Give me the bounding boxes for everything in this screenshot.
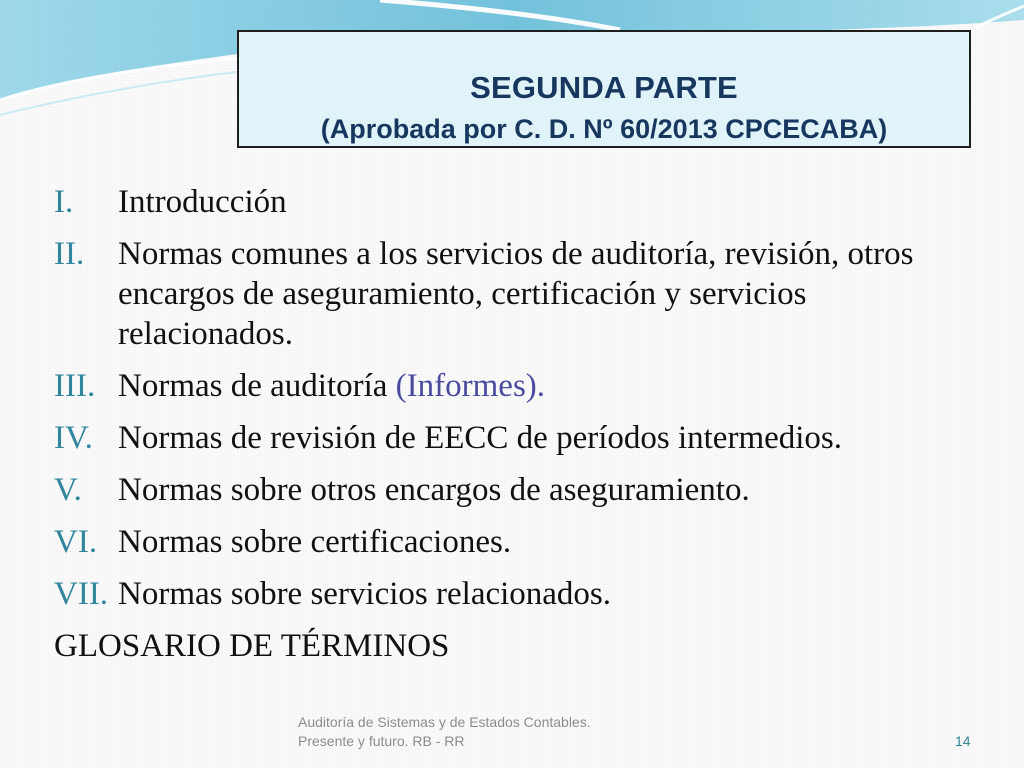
footer-line-2: Presente y futuro. RB - RR — [298, 733, 465, 749]
slide-footer — [298, 713, 678, 751]
list-numeral: II. — [54, 236, 85, 272]
list-numeral: VI. — [54, 524, 98, 560]
list-item-text: Introducción — [118, 184, 287, 220]
list-item — [54, 366, 984, 406]
list-numeral: III. — [54, 368, 96, 404]
slide-subtitle: (Aprobada por C. D. Nº 60/2013 CPCECABA) — [320, 114, 888, 144]
slide-title-box — [237, 30, 971, 148]
page-number: 14 — [955, 733, 971, 749]
list-item — [54, 182, 984, 222]
glossary-heading: GLOSARIO DE TÉRMINOS — [54, 628, 450, 664]
list-item-text: Normas sobre servicios relacionados. — [118, 576, 612, 612]
list-item-text: Normas de revisión de EECC de períodos intermedios. — [118, 420, 843, 456]
list-item — [54, 418, 984, 458]
footer-line-1: Auditoría de Sistemas y de Estados Contables. — [298, 714, 591, 730]
list-item-accent: (Informes). — [395, 368, 546, 404]
list-item-text: Normas de auditoría — [118, 368, 396, 404]
list-item-text: Normas sobre otros encargos de aseguramiento. — [118, 472, 750, 508]
list-numeral: I. — [54, 184, 74, 220]
list-numeral: IV. — [54, 420, 93, 456]
list-item — [54, 522, 984, 562]
list-item — [54, 470, 984, 510]
list-item-text: Normas comunes a los servicios de auditoría, revisión, otros encargos de aseguramiento, certificación y servicios relacionados. — [118, 236, 914, 352]
list-numeral: VII. — [54, 576, 109, 612]
content-list — [54, 182, 984, 666]
list-item — [54, 234, 984, 354]
list-numeral: V. — [54, 472, 82, 508]
slide-title: SEGUNDA PARTE — [470, 70, 738, 105]
list-item-text: Normas sobre certificaciones. — [118, 524, 512, 560]
list-item — [54, 574, 984, 614]
